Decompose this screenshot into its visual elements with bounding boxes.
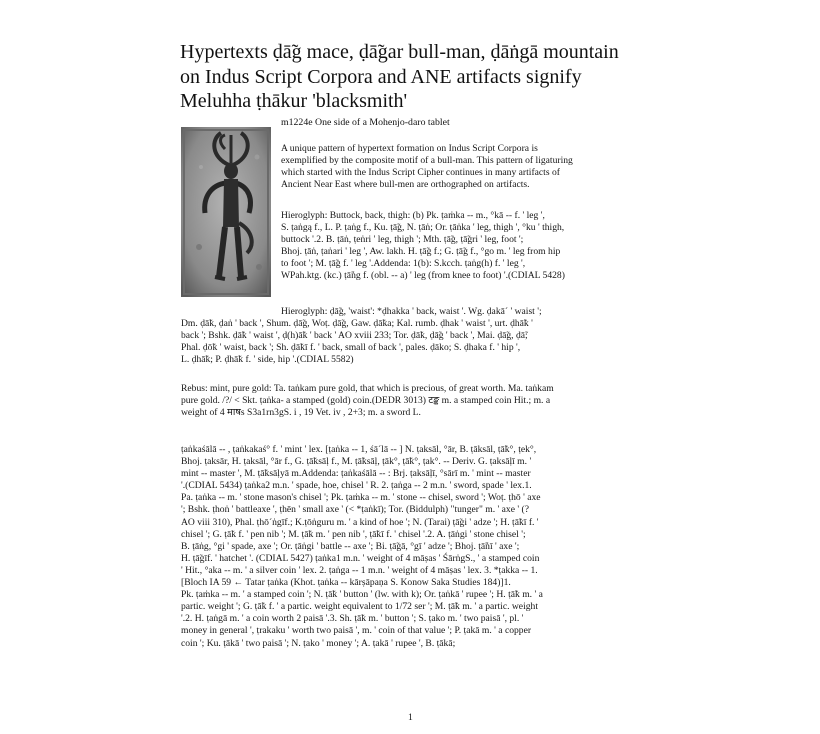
text-line: S. ṭaṅgą f., L. P. ṭaṅg f., Ku. ṭā̃g, N. ṭāṅ; Or. ṭāṅka ' leg, thigh ', °ku ' thigh, [281,222,565,234]
hieroglyph-back-paragraph [181,306,542,366]
text-line: ṭaṅkaśālā -- , ṭaṅkakaś° f. ' mint ' lex. [ṭaṅka -- 1, śā´lā -- ] N. ṭaksāl, °ār, B. ṭāksāl, ṭā̃k°, ṭek°, [181,444,537,455]
text-line: to foot '; M. ṭā̃g f. ' leg '.Addenda: 1(b): S.kcch. ṭaṅg(h) f. ' leg ', [281,258,526,270]
text-line: Bhoj. ṭaksār, H. ṭaksāl, °ār f., G. ṭā̃ksāḷ f., M. ṭā̃ksāḷ, ṭāk°, ṭā̃k°, ṭak°. -- Deriv. G. ṭaksāḷī m. ' [181,456,532,468]
text-line: exemplified by the composite motif of a bull-man. This pattern of ligaturing [281,155,573,167]
text-line: pure gold. /?/ < Skt. ṭaṅka- a stamped (gold) coin.(DEDR 3013) टङ्क m. a stamped coin Hit.; m. a [181,395,551,407]
text-line: Ancient Near East where bull-men are orthographed on artifacts. [281,179,530,191]
text-line: weight of 4 माषs S3a1rn3gS. i , 19 Vet. iv , 2+3; m. a sword L. [181,407,421,419]
text-line: Phal. ḍō̃k ' waist, back '; Sh. ḍā̃kī f. ' back, small of back ', pales. ḍāko; S. ḍhaka f. ' hip ', [181,342,521,354]
lexicon-paragraph [181,444,543,650]
rebus-paragraph [181,383,554,419]
text-line: ' Hit., °aka -- m. ' a silver coin ' lex. 2. ṭaṅga -- 1 m.n. ' weight of 4 māṣas ' lex. 3. *ṭakka -- 1. [181,564,538,576]
text-line: [Bloch IA 59 ← Tatar ṭaṅka (Khot. ṭaṅka -- kārṣāpaṇa S. Konow Saka Studies 184)]1. [181,577,511,589]
title-line: Meluhha ṭhākur 'blacksmith' [180,90,408,112]
text-line: money in general ', ṭrakaku ' worth two paisā ', m. ' coin of that value '; P. ṭakā m. ' a copper [181,625,532,637]
tablet-bull-man-image [181,127,271,297]
document-title [180,40,650,114]
text-line: '; Bshk. ṭhoṅ ' battleaxe ', ṭhēn ' small axe ' (< *ṭaṅkī); Tor. (Biddulph) "tunger" m. ' axe ' (? [181,504,529,516]
text-line: mint -- master ', M. ṭā̃ksāḷyā m.Addenda: ṭaṅkaśālā -- : Brj. ṭaksāḷī, °sārī m. ' mint -- master [181,468,531,480]
text-line: buttock '.2. B. ṭāṅ, ṭeṅri ' leg, thigh '; Mth. ṭā̃g, ṭā̃gri ' leg, foot '; [281,234,524,246]
text-line: which started with the Indus Script Cipher continues in many artifacts of [281,167,560,179]
text-line: H. ṭā̃gīf. ' hatchet '. (CDIAL 5427) ṭaṅka1 m.n. ' weight of 4 māṣas ' ŚārṅgS., ' a stamped coin [181,552,540,564]
text-line: Bhoj. ṭāṅ, ṭaṅari ' leg ', Aw. lakh. H. ṭā̃g f.; G. ṭā̃g f., °go m. ' leg from hip [281,246,561,258]
text-line: partic. weight '; G. ṭā̃k f. ' a partic. weight equivalent to 1/72 ser '; M. ṭā̃k m. ' a partic. weight [181,601,538,613]
text-line: WPah.ktg. (kc.) ṭā̃ṅg f. (obl. -- a) ' leg (from knee to foot) '.(CDIAL 5428) [281,270,565,282]
figure-caption: m1224e One side of a Mohenjo-daro tablet [281,117,450,128]
text-line: Dm. ḍā̃k, ḍaṅ ' back ', Shum. ḍā̃g, Woṭ. ḍā̃g, Gaw. ḍā̃ka; Kal. rumb. ḍhak ' waist ', urt. ḍhā̃k ' [181,318,533,330]
text-line: chisel '; G. ṭā̃k f. ' pen nib '; M. ṭā̃k m. ' pen nib ', ṭā̃kī f. ' chisel '.2. A. ṭāṅgi ' stone chisel '; [181,528,526,540]
hieroglyph-leg-paragraph [281,210,565,283]
text-line: '.(CDIAL 5434) ṭaṅka2 m.n. ' spade, hoe, chisel ' R. 2. ṭaṅga -- 2 m.n. ' sword, spade ' lex.1. [181,480,532,492]
title-line: Hypertexts ḍā̃g mace, ḍā̃gar bull-man, ḍāṅgā mountain [180,41,619,63]
text-line: AO viii 310), Phal. ṭhō´ṅgīf.; K.ṭōṅguru m. ' a kind of hoe '; N. (Tarai) ṭā̃gi ' adze '; H. ṭā̃kī f. ' [181,516,539,528]
intro-paragraph [281,143,573,191]
text-line: Rebus: mint, pure gold: Ta. taṅkam pure gold, that which is precious, of great worth. Ma. taṅkam [181,383,554,394]
text-line: Hieroglyph: ḍā̃g, 'waist': *ḍhakka ' back, waist '. Wg. ḍakā´ ' waist '; [281,306,542,317]
text-line: A unique pattern of hypertext formation on Indus Script Corpora is [281,143,538,154]
text-line: back '; Bshk. ḍā̃k ' waist ', ḍ(h)ā̃k ' back ' AO xviii 233; Tor. ḍā̃k, ḍā̃g ' back ', Mai. ḍā̃g, ḍā̃; [181,330,528,342]
text-line: Pk. ṭaṁka -- m. ' a stamped coin '; N. ṭā̃k ' button ' (lw. with k); Or. ṭaṅkā ' rupee '; H. ṭā̃k m. ' a [181,589,543,601]
text-line: Pa. ṭaṅka -- m. ' stone mason's chisel '; Pk. ṭaṁka -- m. ' stone -- chisel, sword '; Woṭ. ṭhō ' axe [181,492,541,504]
title-line: on Indus Script Corpora and ANE artifacts signify [180,65,582,88]
text-line: coin '; Ku. ṭākā ' two paisā '; N. ṭako ' money '; A. ṭakā ' rupee ', B. ṭākā; [181,637,456,649]
text-line: Hieroglyph: Buttock, back, thigh: (b) Pk. ṭaṁka -- m., °kā -- f. ' leg ', [281,210,545,221]
text-line: '.2. H. ṭaṅgā m. ' a coin worth 2 paisā '.3. Sh. ṭā̃k m. ' button '; S. ṭako m. ' two paisā ', pl. ' [181,613,524,625]
text-line: B. ṭāṅg, °gi ' spade, axe '; Or. ṭāṅgi ' battle -- axe '; Bi. ṭā̃gā, °gī ' adze '; Bhoj. ṭā̃ṅī ' axe '; [181,540,520,552]
text-line: L. ḍhā̃k; P. ḍhā̃k f. ' side, hip '.(CDIAL 5582) [181,354,354,366]
page-number: 1 [408,712,413,723]
